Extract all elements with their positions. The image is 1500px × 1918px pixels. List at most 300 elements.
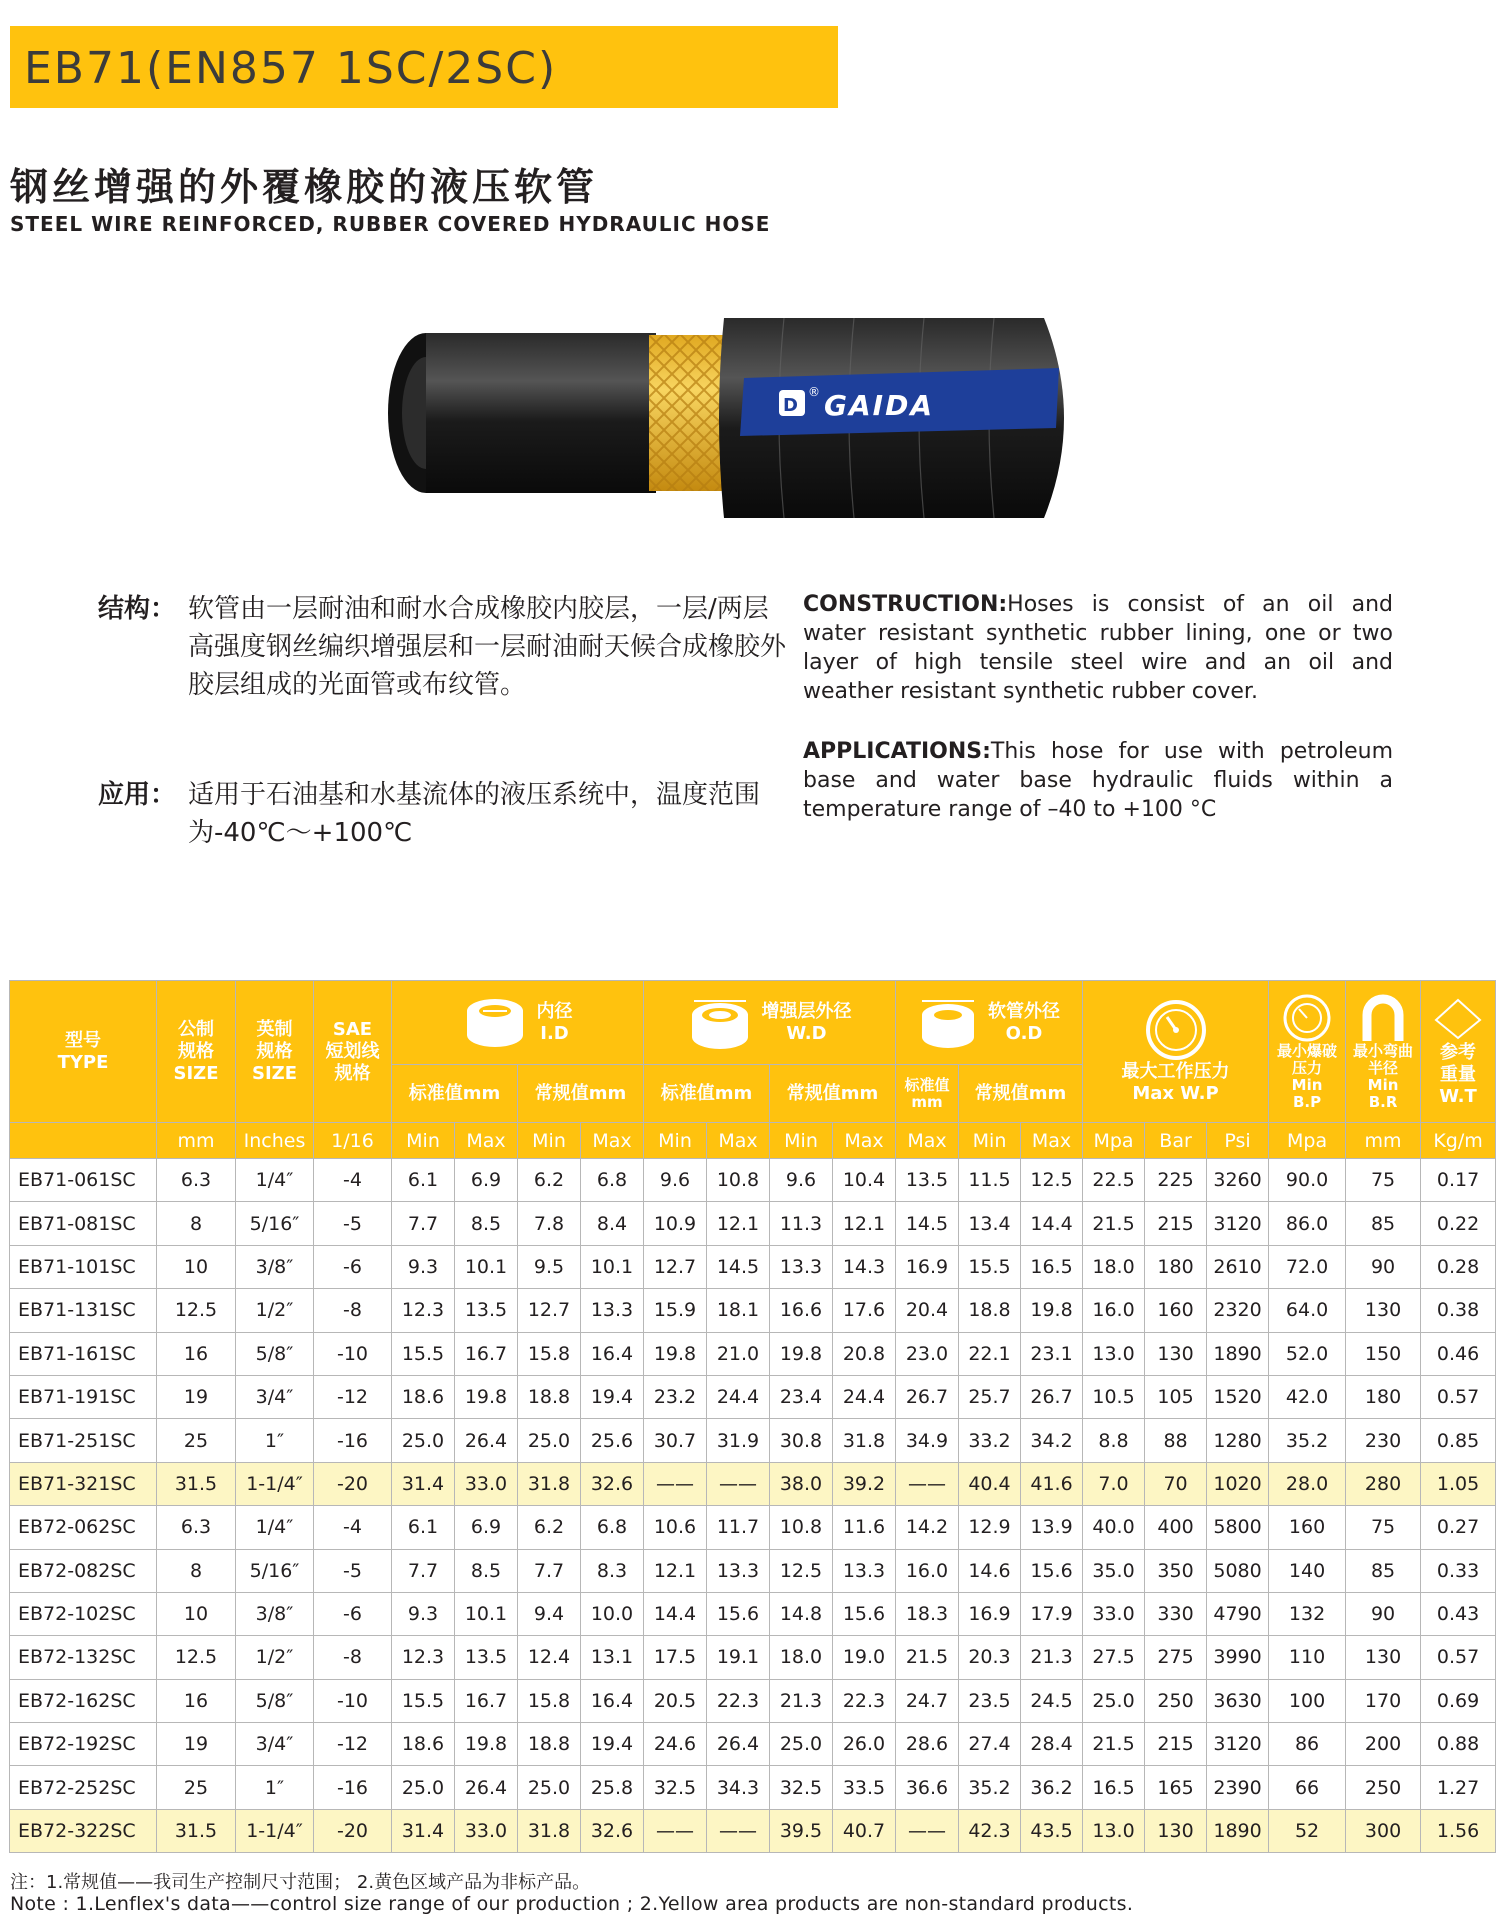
value-cell: 110	[1269, 1636, 1346, 1679]
value-cell: 15.5	[392, 1679, 455, 1722]
wire-diameter-icon	[688, 995, 752, 1051]
title-bar	[10, 26, 838, 108]
value-cell: 28.4	[1021, 1723, 1083, 1766]
type-cell: EB72-082SC	[10, 1549, 157, 1592]
unit-cell: Mpa	[1269, 1123, 1346, 1159]
value-cell: 18.0	[770, 1636, 833, 1679]
value-cell: 1″	[236, 1766, 314, 1809]
value-cell: -10	[314, 1679, 392, 1722]
value-cell: 6.9	[455, 1506, 518, 1549]
value-cell: -8	[314, 1289, 392, 1332]
value-cell: 35.0	[1083, 1549, 1145, 1592]
value-cell: 26.4	[455, 1419, 518, 1462]
value-cell: 22.3	[833, 1679, 896, 1722]
brand-name: GAIDA	[824, 389, 934, 422]
value-cell: 34.3	[707, 1766, 770, 1809]
unit-cell: Max	[1021, 1123, 1083, 1159]
value-cell: 42.3	[959, 1809, 1021, 1852]
value-cell: 26.4	[707, 1723, 770, 1766]
unit-cell: Bar	[1145, 1123, 1207, 1159]
value-cell: 13.9	[1021, 1506, 1083, 1549]
value-cell: 10	[157, 1245, 236, 1288]
th-id-standard: 标准值mm	[392, 1065, 518, 1123]
value-cell: 20.8	[833, 1332, 896, 1375]
value-cell: 15.8	[518, 1679, 581, 1722]
value-cell: -8	[314, 1636, 392, 1679]
value-cell: 1/2″	[236, 1289, 314, 1332]
value-cell: 3/8″	[236, 1245, 314, 1288]
value-cell: 0.28	[1421, 1245, 1496, 1288]
value-cell: 25.0	[770, 1723, 833, 1766]
value-cell: 6.1	[392, 1506, 455, 1549]
value-cell: 200	[1346, 1723, 1421, 1766]
value-cell: 75	[1346, 1506, 1421, 1549]
value-cell: 13.3	[581, 1289, 644, 1332]
value-cell: 13.3	[833, 1549, 896, 1592]
value-cell: 18.8	[959, 1289, 1021, 1332]
value-cell: 18.6	[392, 1723, 455, 1766]
value-cell: 32.5	[770, 1766, 833, 1809]
value-cell: 90	[1346, 1592, 1421, 1635]
value-cell: 8.5	[455, 1202, 518, 1245]
value-cell: 7.7	[518, 1549, 581, 1592]
value-cell: -6	[314, 1245, 392, 1288]
value-cell: 23.2	[644, 1375, 707, 1418]
table-row	[10, 1636, 1496, 1679]
value-cell: 13.3	[707, 1549, 770, 1592]
value-cell: 31.8	[833, 1419, 896, 1462]
value-cell: 34.2	[1021, 1419, 1083, 1462]
value-cell: 22.1	[959, 1332, 1021, 1375]
th-wd-regular: 常规值mm	[770, 1065, 896, 1123]
value-cell: 12.5	[157, 1636, 236, 1679]
value-cell: 3630	[1207, 1679, 1269, 1722]
cn-application-text: 适用于石油基和水基流体的液压系统中，温度范围为-40℃～+100℃	[188, 780, 761, 848]
cn-construction-text: 软管由一层耐油和耐水合成橡胶内胶层，一层/两层高强度钢丝编织增强层和一层耐油耐天候合成橡胶外胶层组成的光面管或布纹管。	[188, 594, 787, 700]
value-cell: 52.0	[1269, 1332, 1346, 1375]
value-cell: 2610	[1207, 1245, 1269, 1288]
value-cell: 30.7	[644, 1419, 707, 1462]
hose-product-image	[384, 318, 1084, 548]
value-cell: -16	[314, 1766, 392, 1809]
value-cell: -20	[314, 1462, 392, 1505]
value-cell: 15.6	[1021, 1549, 1083, 1592]
value-cell: 18.6	[392, 1375, 455, 1418]
value-cell: 225	[1145, 1159, 1207, 1202]
en-construction-text: Hoses is consist of an oil and water resistant synthetic rubber lining, one or two layer of high tensile steel wire and an oil and weather resistant synthetic rubber cover.	[803, 592, 1393, 704]
value-cell: 21.3	[770, 1679, 833, 1722]
value-cell: 0.43	[1421, 1592, 1496, 1635]
value-cell: 12.5	[1021, 1159, 1083, 1202]
value-cell: 23.4	[770, 1375, 833, 1418]
value-cell: 21.3	[1021, 1636, 1083, 1679]
unit-cell: Max	[455, 1123, 518, 1159]
value-cell: 1.56	[1421, 1809, 1496, 1852]
value-cell: 5800	[1207, 1506, 1269, 1549]
value-cell: 19.8	[1021, 1289, 1083, 1332]
value-cell: 17.6	[833, 1289, 896, 1332]
value-cell: 16.0	[896, 1549, 959, 1592]
value-cell: 38.0	[770, 1462, 833, 1505]
value-cell: 140	[1269, 1549, 1346, 1592]
value-cell: 1520	[1207, 1375, 1269, 1418]
value-cell: 130	[1346, 1636, 1421, 1679]
value-cell: 7.7	[392, 1202, 455, 1245]
value-cell: 33.5	[833, 1766, 896, 1809]
value-cell: 6.3	[157, 1506, 236, 1549]
cn-application-label: 应用：	[98, 780, 177, 810]
unit-cell: Max	[833, 1123, 896, 1159]
value-cell: 19.0	[833, 1636, 896, 1679]
value-cell: 12.9	[959, 1506, 1021, 1549]
value-cell: 19.8	[644, 1332, 707, 1375]
value-cell: 18.8	[518, 1375, 581, 1418]
th-od-standard: 标准值 mm	[896, 1065, 959, 1123]
en-application-label: APPLICATIONS:	[803, 739, 991, 764]
value-cell: 15.6	[833, 1592, 896, 1635]
th-max-working-pressure: 最大工作压力 Max W.P	[1083, 981, 1269, 1123]
value-cell: 0.57	[1421, 1636, 1496, 1679]
table-row	[10, 1202, 1496, 1245]
value-cell: 18.3	[896, 1592, 959, 1635]
value-cell: 0.46	[1421, 1332, 1496, 1375]
value-cell: 6.2	[518, 1159, 581, 1202]
value-cell: 32.5	[644, 1766, 707, 1809]
value-cell: 12.5	[157, 1289, 236, 1332]
value-cell: 72.0	[1269, 1245, 1346, 1288]
value-cell: 15.5	[392, 1332, 455, 1375]
table-row	[10, 1766, 1496, 1809]
type-cell: EB72-322SC	[10, 1809, 157, 1852]
value-cell: -12	[314, 1723, 392, 1766]
value-cell: 14.8	[770, 1592, 833, 1635]
unit-cell: Min	[518, 1123, 581, 1159]
value-cell: 15.9	[644, 1289, 707, 1332]
th-sae: SAE 短划线规格	[314, 981, 392, 1123]
value-cell: ——	[644, 1809, 707, 1852]
value-cell: -10	[314, 1332, 392, 1375]
value-cell: 0.27	[1421, 1506, 1496, 1549]
value-cell: -4	[314, 1506, 392, 1549]
value-cell: 19.4	[581, 1375, 644, 1418]
value-cell: 13.0	[1083, 1332, 1145, 1375]
value-cell: 25.0	[518, 1766, 581, 1809]
value-cell: 1.27	[1421, 1766, 1496, 1809]
table-row	[10, 1332, 1496, 1375]
value-cell: 0.33	[1421, 1549, 1496, 1592]
value-cell: 215	[1145, 1723, 1207, 1766]
value-cell: 30.8	[770, 1419, 833, 1462]
value-cell: 20.5	[644, 1679, 707, 1722]
value-cell: 3990	[1207, 1636, 1269, 1679]
value-cell: 1890	[1207, 1809, 1269, 1852]
value-cell: 14.5	[896, 1202, 959, 1245]
value-cell: 16.6	[770, 1289, 833, 1332]
value-cell: 28.0	[1269, 1462, 1346, 1505]
value-cell: 12.1	[707, 1202, 770, 1245]
value-cell: 13.0	[1083, 1809, 1145, 1852]
value-cell: 13.5	[455, 1289, 518, 1332]
value-cell: 10.5	[1083, 1375, 1145, 1418]
value-cell: 12.3	[392, 1289, 455, 1332]
th-outer-diameter: 软管外径 O.D	[896, 981, 1083, 1065]
value-cell: 7.0	[1083, 1462, 1145, 1505]
value-cell: 8.3	[581, 1549, 644, 1592]
value-cell: 25	[157, 1419, 236, 1462]
value-cell: 31.9	[707, 1419, 770, 1462]
value-cell: 6.3	[157, 1159, 236, 1202]
value-cell: 8	[157, 1549, 236, 1592]
type-cell: EB72-192SC	[10, 1723, 157, 1766]
unit-cell-empty	[10, 1123, 157, 1159]
value-cell: 5/8″	[236, 1332, 314, 1375]
value-cell: 13.5	[455, 1636, 518, 1679]
th-wire-diameter: 增强层外径 W.D	[644, 981, 896, 1065]
value-cell: 14.2	[896, 1506, 959, 1549]
value-cell: 33.2	[959, 1419, 1021, 1462]
value-cell: 10.6	[644, 1506, 707, 1549]
th-inner-diameter: 内径 I.D	[392, 981, 644, 1065]
value-cell: 14.6	[959, 1549, 1021, 1592]
value-cell: 25.8	[581, 1766, 644, 1809]
value-cell: 33.0	[455, 1462, 518, 1505]
value-cell: 250	[1346, 1766, 1421, 1809]
value-cell: 25.0	[392, 1419, 455, 1462]
value-cell: 24.4	[833, 1375, 896, 1418]
value-cell: 16.7	[455, 1679, 518, 1722]
value-cell: 25.0	[392, 1766, 455, 1809]
value-cell: ——	[707, 1809, 770, 1852]
value-cell: 1020	[1207, 1462, 1269, 1505]
value-cell: 41.6	[1021, 1462, 1083, 1505]
table-row	[10, 1809, 1496, 1852]
value-cell: 0.38	[1421, 1289, 1496, 1332]
type-cell: EB72-132SC	[10, 1636, 157, 1679]
value-cell: 2390	[1207, 1766, 1269, 1809]
value-cell: 10.1	[455, 1245, 518, 1288]
value-cell: 85	[1346, 1202, 1421, 1245]
value-cell: 3/4″	[236, 1375, 314, 1418]
value-cell: 26.4	[455, 1766, 518, 1809]
value-cell: 27.4	[959, 1723, 1021, 1766]
value-cell: 17.5	[644, 1636, 707, 1679]
value-cell: ——	[644, 1462, 707, 1505]
value-cell: 0.17	[1421, 1159, 1496, 1202]
value-cell: 19.8	[455, 1723, 518, 1766]
value-cell: 18.0	[1083, 1245, 1145, 1288]
unit-cell: Mpa	[1083, 1123, 1145, 1159]
cn-construction-label: 结构：	[98, 594, 177, 624]
table-body	[10, 1159, 1496, 1853]
value-cell: 150	[1346, 1332, 1421, 1375]
value-cell: 15.5	[959, 1245, 1021, 1288]
value-cell: 36.6	[896, 1766, 959, 1809]
value-cell: 39.5	[770, 1809, 833, 1852]
type-cell: EB71-161SC	[10, 1332, 157, 1375]
type-cell: EB72-252SC	[10, 1766, 157, 1809]
value-cell: 12.3	[392, 1636, 455, 1679]
value-cell: 15.6	[707, 1592, 770, 1635]
value-cell: 19.8	[770, 1332, 833, 1375]
value-cell: 13.3	[770, 1245, 833, 1288]
value-cell: 3120	[1207, 1723, 1269, 1766]
value-cell: 12.4	[518, 1636, 581, 1679]
value-cell: ——	[896, 1809, 959, 1852]
value-cell: 10.1	[455, 1592, 518, 1635]
value-cell: 25.0	[518, 1419, 581, 1462]
type-cell: EB71-191SC	[10, 1375, 157, 1418]
value-cell: 9.5	[518, 1245, 581, 1288]
value-cell: -12	[314, 1375, 392, 1418]
value-cell: 14.4	[644, 1592, 707, 1635]
value-cell: 43.5	[1021, 1809, 1083, 1852]
value-cell: 19.8	[455, 1375, 518, 1418]
chinese-title: 钢丝增强的外覆橡胶的液压软管	[10, 165, 599, 209]
th-weight: 参考重量 W.T	[1421, 981, 1496, 1123]
value-cell: -5	[314, 1549, 392, 1592]
type-cell: EB71-061SC	[10, 1159, 157, 1202]
value-cell: 40.7	[833, 1809, 896, 1852]
value-cell: 6.1	[392, 1159, 455, 1202]
value-cell: 180	[1145, 1245, 1207, 1288]
value-cell: 400	[1145, 1506, 1207, 1549]
pressure-gauge-icon	[1143, 999, 1209, 1061]
value-cell: 21.0	[707, 1332, 770, 1375]
value-cell: 0.57	[1421, 1375, 1496, 1418]
value-cell: -4	[314, 1159, 392, 1202]
value-cell: 24.4	[707, 1375, 770, 1418]
value-cell: 3120	[1207, 1202, 1269, 1245]
value-cell: 23.5	[959, 1679, 1021, 1722]
value-cell: 10.4	[833, 1159, 896, 1202]
value-cell: 18.1	[707, 1289, 770, 1332]
value-cell: 24.7	[896, 1679, 959, 1722]
value-cell: 10.0	[581, 1592, 644, 1635]
value-cell: 20.3	[959, 1636, 1021, 1679]
table-row	[10, 1679, 1496, 1722]
value-cell: 32.6	[581, 1809, 644, 1852]
value-cell: 33.0	[455, 1809, 518, 1852]
value-cell: 31.4	[392, 1462, 455, 1505]
value-cell: 86	[1269, 1723, 1346, 1766]
value-cell: 25	[157, 1766, 236, 1809]
inner-diameter-icon	[463, 995, 527, 1051]
value-cell: 5/16″	[236, 1549, 314, 1592]
burst-gauge-icon	[1281, 993, 1333, 1043]
value-cell: 14.5	[707, 1245, 770, 1288]
value-cell: 1″	[236, 1419, 314, 1462]
value-cell: 16.4	[581, 1332, 644, 1375]
registered-mark: ®	[808, 385, 820, 399]
th-id-regular: 常规值mm	[518, 1065, 644, 1123]
value-cell: 0.69	[1421, 1679, 1496, 1722]
value-cell: 21.5	[896, 1636, 959, 1679]
value-cell: 10.8	[770, 1506, 833, 1549]
value-cell: 16.9	[896, 1245, 959, 1288]
value-cell: 8.4	[581, 1202, 644, 1245]
value-cell: 25.7	[959, 1375, 1021, 1418]
value-cell: 64.0	[1269, 1289, 1346, 1332]
value-cell: 42.0	[1269, 1375, 1346, 1418]
value-cell: 100	[1269, 1679, 1346, 1722]
th-inch-size: 英制规格 SIZE	[236, 981, 314, 1123]
value-cell: 28.6	[896, 1723, 959, 1766]
value-cell: 9.4	[518, 1592, 581, 1635]
value-cell: 5080	[1207, 1549, 1269, 1592]
unit-cell: 1/16	[314, 1123, 392, 1159]
th-min-bend-radius: 最小弯曲半径 Min B.R	[1346, 981, 1421, 1123]
value-cell: 21.5	[1083, 1202, 1145, 1245]
value-cell: 1/2″	[236, 1636, 314, 1679]
type-cell: EB71-251SC	[10, 1419, 157, 1462]
value-cell: 24.5	[1021, 1679, 1083, 1722]
unit-cell: Max	[896, 1123, 959, 1159]
value-cell: 31.5	[157, 1462, 236, 1505]
value-cell: 70	[1145, 1462, 1207, 1505]
type-cell: EB72-102SC	[10, 1592, 157, 1635]
value-cell: 10.8	[707, 1159, 770, 1202]
value-cell: 16.4	[581, 1679, 644, 1722]
value-cell: 230	[1346, 1419, 1421, 1462]
value-cell: 4790	[1207, 1592, 1269, 1635]
th-wd-standard: 标准值mm	[644, 1065, 770, 1123]
value-cell: 5/16″	[236, 1202, 314, 1245]
value-cell: 170	[1346, 1679, 1421, 1722]
value-cell: 7.8	[518, 1202, 581, 1245]
value-cell: 27.5	[1083, 1636, 1145, 1679]
units-row	[10, 1123, 1496, 1159]
value-cell: -6	[314, 1592, 392, 1635]
value-cell: 130	[1145, 1809, 1207, 1852]
value-cell: 17.9	[1021, 1592, 1083, 1635]
value-cell: 40.0	[1083, 1506, 1145, 1549]
en-construction-label: CONSTRUCTION:	[803, 592, 1008, 617]
value-cell: 180	[1346, 1375, 1421, 1418]
value-cell: 11.5	[959, 1159, 1021, 1202]
value-cell: 88	[1145, 1419, 1207, 1462]
type-cell: EB71-101SC	[10, 1245, 157, 1288]
value-cell: 25.0	[1083, 1679, 1145, 1722]
value-cell: 13.1	[581, 1636, 644, 1679]
value-cell: 250	[1145, 1679, 1207, 1722]
unit-cell: Inches	[236, 1123, 314, 1159]
value-cell: 3260	[1207, 1159, 1269, 1202]
value-cell: 33.0	[1083, 1592, 1145, 1635]
en-application-text: This hose for use with petroleum base and water base hydraulic fluids within a temperature range of –40 to +100 °C	[803, 739, 1393, 822]
note-english: Note : 1.Lenflex's data——control size range of our production ; 2.Yellow area products are non-standard products.	[10, 1893, 1134, 1915]
value-cell: 11.3	[770, 1202, 833, 1245]
value-cell: 35.2	[1269, 1419, 1346, 1462]
value-cell: 31.5	[157, 1809, 236, 1852]
value-cell: 13.5	[896, 1159, 959, 1202]
unit-cell: Max	[581, 1123, 644, 1159]
value-cell: 31.4	[392, 1809, 455, 1852]
value-cell: 6.2	[518, 1506, 581, 1549]
value-cell: 105	[1145, 1375, 1207, 1418]
unit-cell: mm	[1346, 1123, 1421, 1159]
value-cell: 3/8″	[236, 1592, 314, 1635]
type-cell: EB71-081SC	[10, 1202, 157, 1245]
value-cell: 86.0	[1269, 1202, 1346, 1245]
value-cell: 0.85	[1421, 1419, 1496, 1462]
value-cell: 10	[157, 1592, 236, 1635]
weight-icon	[1432, 996, 1484, 1042]
value-cell: ——	[707, 1462, 770, 1505]
value-cell: 10.9	[644, 1202, 707, 1245]
value-cell: 16.5	[1021, 1245, 1083, 1288]
table-row	[10, 1462, 1496, 1505]
gaida-logo-icon	[779, 390, 805, 416]
